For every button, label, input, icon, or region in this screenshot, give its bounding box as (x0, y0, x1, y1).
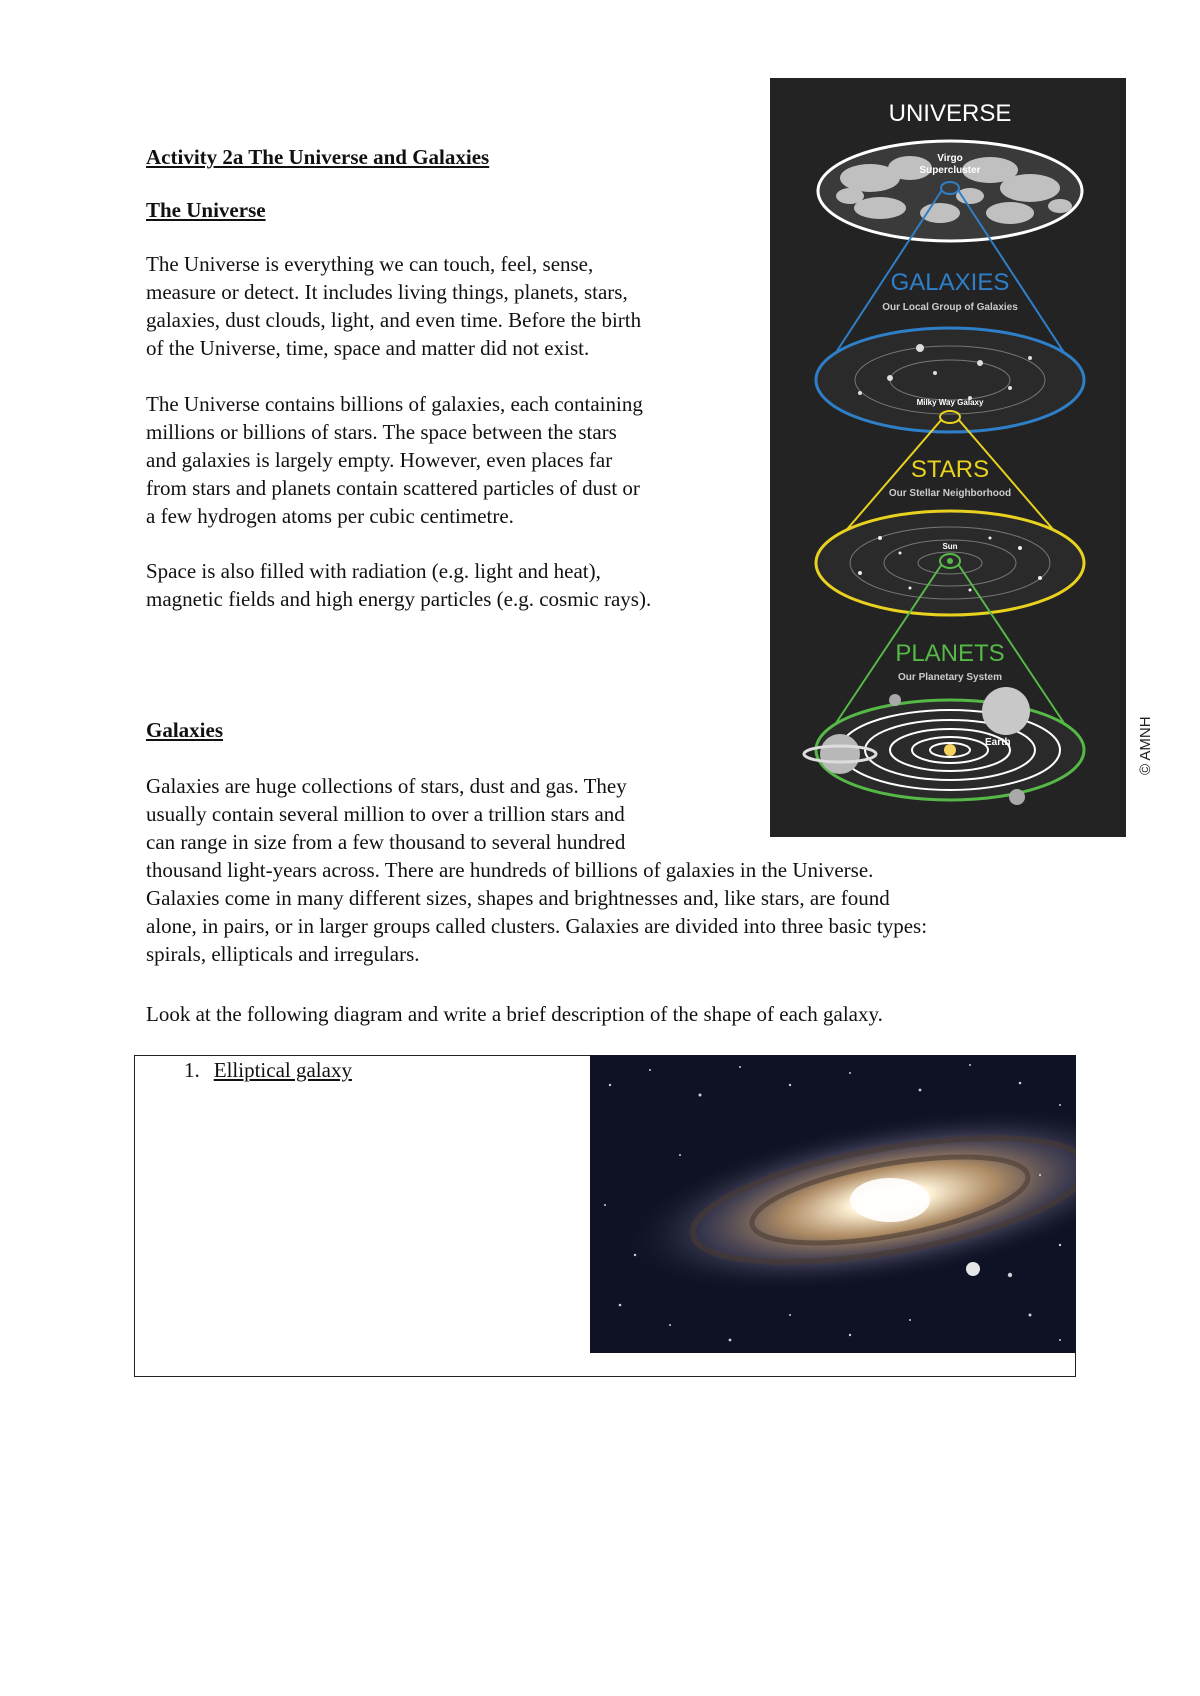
text-line: The Universe is everything we can touch, feel, sense, (146, 252, 594, 276)
supercluster-label: Supercluster (919, 165, 981, 176)
infographic-svg (770, 78, 1126, 837)
virgo-label: Virgo (937, 153, 963, 164)
universe-label: UNIVERSE (888, 100, 1012, 127)
sun-dot (944, 744, 956, 756)
galaxies-heading: Galaxies (146, 718, 223, 742)
activity-title: Activity 2a The Universe and Galaxies (146, 145, 490, 169)
text-line: Space is also filled with radiation (e.g. light and heat), (146, 559, 601, 583)
planet-icon (889, 694, 901, 706)
stars-sublabel: Our Stellar Neighborhood (888, 488, 1012, 499)
scale-of-universe-infographic (770, 78, 1126, 837)
instruction-text: Look at the following diagram and write a brief description of the shape of each galaxy. (146, 1002, 883, 1026)
copyright-credit: © AMNH (1137, 716, 1154, 775)
text-line: a few hydrogen atoms per cubic centimetre. (146, 504, 514, 528)
jupiter-icon (982, 687, 1030, 735)
text-line: magnetic fields and high energy particles (e.g. cosmic rays). (146, 587, 652, 611)
earth-label: Earth (985, 737, 1011, 748)
text-line: Galaxies are huge collections of stars, dust and gas. They (146, 774, 627, 798)
sun-label: Sun (942, 542, 958, 551)
text-line: of the Universe, time, space and matter did not exist. (146, 336, 590, 360)
galaxies-label: GALAXIES (890, 269, 1010, 296)
saturn-icon (820, 734, 860, 774)
stars-label: STARS (910, 456, 990, 483)
text-line: galaxies, dust clouds, light, and even time. Before the birth (146, 308, 642, 332)
planets-sublabel: Our Planetary System (898, 672, 1002, 683)
text-line: alone, in pairs, or in larger groups called clusters. Galaxies are divided into three basic types: (146, 914, 928, 938)
milky-way-label: Milky Way Galaxy (916, 398, 984, 407)
row-label: Elliptical galaxy (213, 1058, 352, 1082)
text-line: and galaxies is largely empty. However, even places far (146, 448, 613, 472)
satellite-galaxy (966, 1262, 980, 1276)
text-line: Galaxies come in many different sizes, shapes and brightnesses and, like stars, are found (146, 886, 890, 910)
planet-icon (1009, 789, 1025, 805)
text-line: can range in size from a few thousand to several hundred (146, 830, 626, 854)
galaxy-photo (590, 1055, 1076, 1353)
galaxies-sublabel: Our Local Group of Galaxies (882, 302, 1018, 313)
text-line: The Universe contains billions of galaxies, each containing (146, 392, 643, 416)
text-line: spirals, ellipticals and irregulars. (146, 942, 420, 966)
universe-heading: The Universe (146, 198, 266, 222)
text-line: measure or detect. It includes living things, planets, stars, (146, 280, 628, 304)
galaxy-image (590, 1055, 1076, 1353)
row-number: 1. (184, 1058, 200, 1082)
text-line: from stars and planets contain scattered particles of dust or (146, 476, 640, 500)
text-line: thousand light-years across. There are hundreds of billions of galaxies in the Universe. (146, 858, 874, 882)
galaxies-ellipse (816, 328, 1084, 432)
universe-paragraph-2 (146, 390, 746, 530)
text-line: usually contain several million to over a trillion stars and (146, 802, 625, 826)
text-line: millions or billions of stars. The space between the stars (146, 420, 617, 444)
table-row-label (184, 1058, 352, 1083)
universe-paragraph-3 (146, 557, 746, 613)
planets-label: PLANETS (895, 640, 1005, 667)
universe-paragraph-1 (146, 250, 746, 362)
